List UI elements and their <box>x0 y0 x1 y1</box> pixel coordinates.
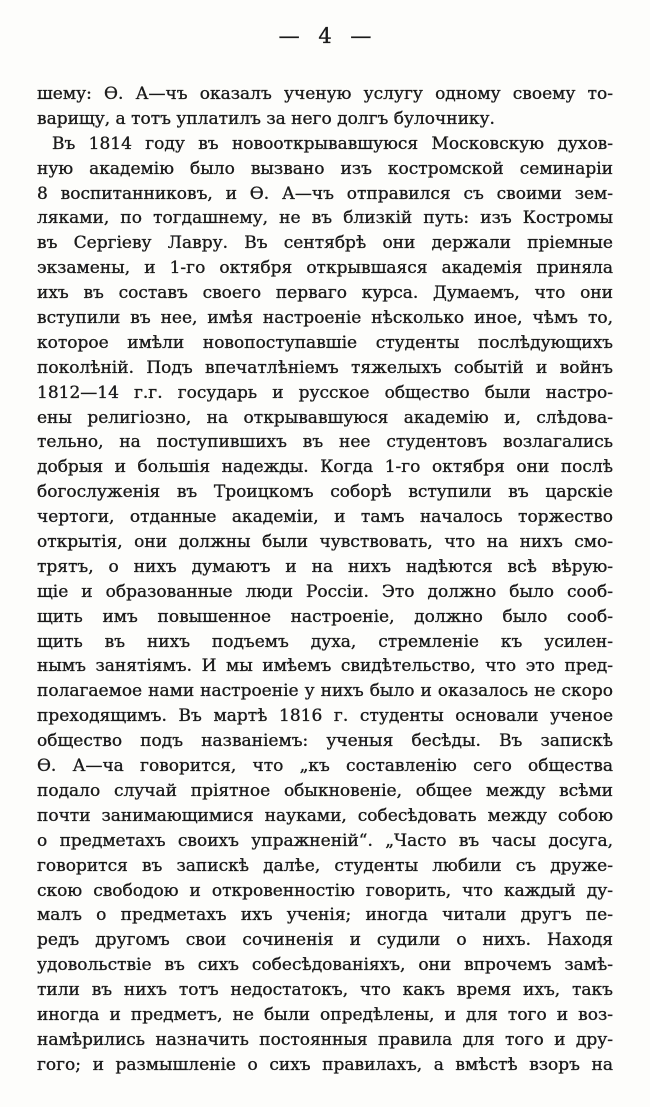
text-line: щить въ нихъ подъемъ духа, стремленіе къ усилен- <box>37 631 613 652</box>
text-line: добрыя и большія надежды. Когда 1-го октября они послѣ <box>37 457 613 478</box>
text-line: тельно, на поступившихъ въ нее студентовъ возлагались <box>37 432 613 453</box>
page-text <box>37 82 613 1078</box>
text-line: почти занимающимися науками, собесѣдовать между собою <box>37 805 613 826</box>
text-line: щить имъ повышенное настроеніе, должно было сооб- <box>37 606 613 627</box>
text-line: богослуженія въ Троицкомъ соборѣ вступили въ царскіе <box>37 482 613 503</box>
text-line: преходящимъ. Въ мартѣ 1816 г. студенты основали ученое <box>37 706 613 727</box>
text-line: чертоги, отданные академіи, и тамъ началось торжество <box>37 507 613 528</box>
text-line: гого; и размышленіе о сихъ правилахъ, а вмѣстѣ взоръ на <box>37 1054 613 1075</box>
text-line: щіе и образованные люди Россіи. Это должно было сооб- <box>37 581 613 602</box>
text-line: открытія, они должны были чувствовать, что на нихъ смо- <box>37 532 613 553</box>
text-line: скою свободою и откровенностію говорить, что каждый ду- <box>37 880 613 901</box>
text-line: полагаемое нами настроеніе у нихъ было и оказалось не скоро <box>37 681 613 702</box>
page-number-header: — 4 — <box>278 24 372 48</box>
text-line: которое имѣли новопоступавшіе студенты послѣдующихъ <box>37 332 613 353</box>
text-line: подало случай пріятное обыкновеніе, общее между всѣми <box>37 780 613 801</box>
text-line: тили въ нихъ тотъ недостатокъ, что какъ время ихъ, такъ <box>37 980 613 1001</box>
text-line: 8 воспитанниковъ, и Ѳ. А—чъ отправился съ своими зем- <box>37 183 613 204</box>
paragraph <box>37 82 613 132</box>
text-line: ены религіозно, на открывавшуюся академію и, слѣдова- <box>37 407 613 428</box>
text-line: 1812—14 г.г. государь и русское общество были настро- <box>37 382 613 403</box>
text-line: нымъ занятіямъ. И мы имѣемъ свидѣтельство, что это пред- <box>37 656 613 677</box>
text-line: въ Сергіеву Лавру. Въ сентябрѣ они держали пріемные <box>37 233 613 254</box>
text-line: редъ другомъ свои сочиненія и судили о нихъ. Находя <box>37 930 613 951</box>
text-line: экзамены, и 1-го октября открывшаяся академія приняла <box>37 258 613 279</box>
paragraph <box>37 132 613 1078</box>
text-line: о предметахъ своихъ упражненій“. „Часто въ часы досуга, <box>37 830 613 851</box>
text-line: малъ о предметахъ ихъ ученія; иногда читали другъ пе- <box>37 905 613 926</box>
text-line: общество подъ названіемъ: ученыя бесѣды. Въ запискѣ <box>37 731 613 752</box>
text-line: говорится въ запискѣ далѣе, студенты любили съ друже- <box>37 855 613 876</box>
text-line: удовольствіе въ сихъ собесѣдованіяхъ, они впрочемъ замѣ- <box>37 955 613 976</box>
text-line: Ѳ. А—ча говорится, что „къ составленію сего общества <box>37 756 613 777</box>
text-line: вступили въ нее, имѣя настроеніе нѣсколько иное, чѣмъ то, <box>37 308 613 329</box>
text-line: ляками, по тогдашнему, не въ близкій путь: изъ Костромы <box>37 208 613 229</box>
text-line: Въ 1814 году въ новооткрывавшуюся Московскую духов- <box>52 133 613 154</box>
text-line: поколѣній. Подъ впечатлѣніемъ тяжелыхъ событій и войнъ <box>37 357 613 378</box>
text-line: ихъ въ составъ своего перваго курса. Думаемъ, что они <box>37 283 613 304</box>
text-line: трятъ, о нихъ думаютъ и на нихъ надѣются всѣ вѣрую- <box>37 556 613 577</box>
text-line: варищу, а тотъ уплатилъ за него долгъ булочнику. <box>37 108 495 129</box>
text-line: намѣрились назначить постоянныя правила для того и дру- <box>37 1029 613 1050</box>
text-line: иногда и предметъ, не были опредѣлены, и для того и воз- <box>37 1004 613 1025</box>
text-line: шему: Ѳ. А—чъ оказалъ ученую услугу одному своему то- <box>37 84 613 104</box>
text-line: ную академію было вызвано изъ костромской семинаріи <box>37 158 613 179</box>
